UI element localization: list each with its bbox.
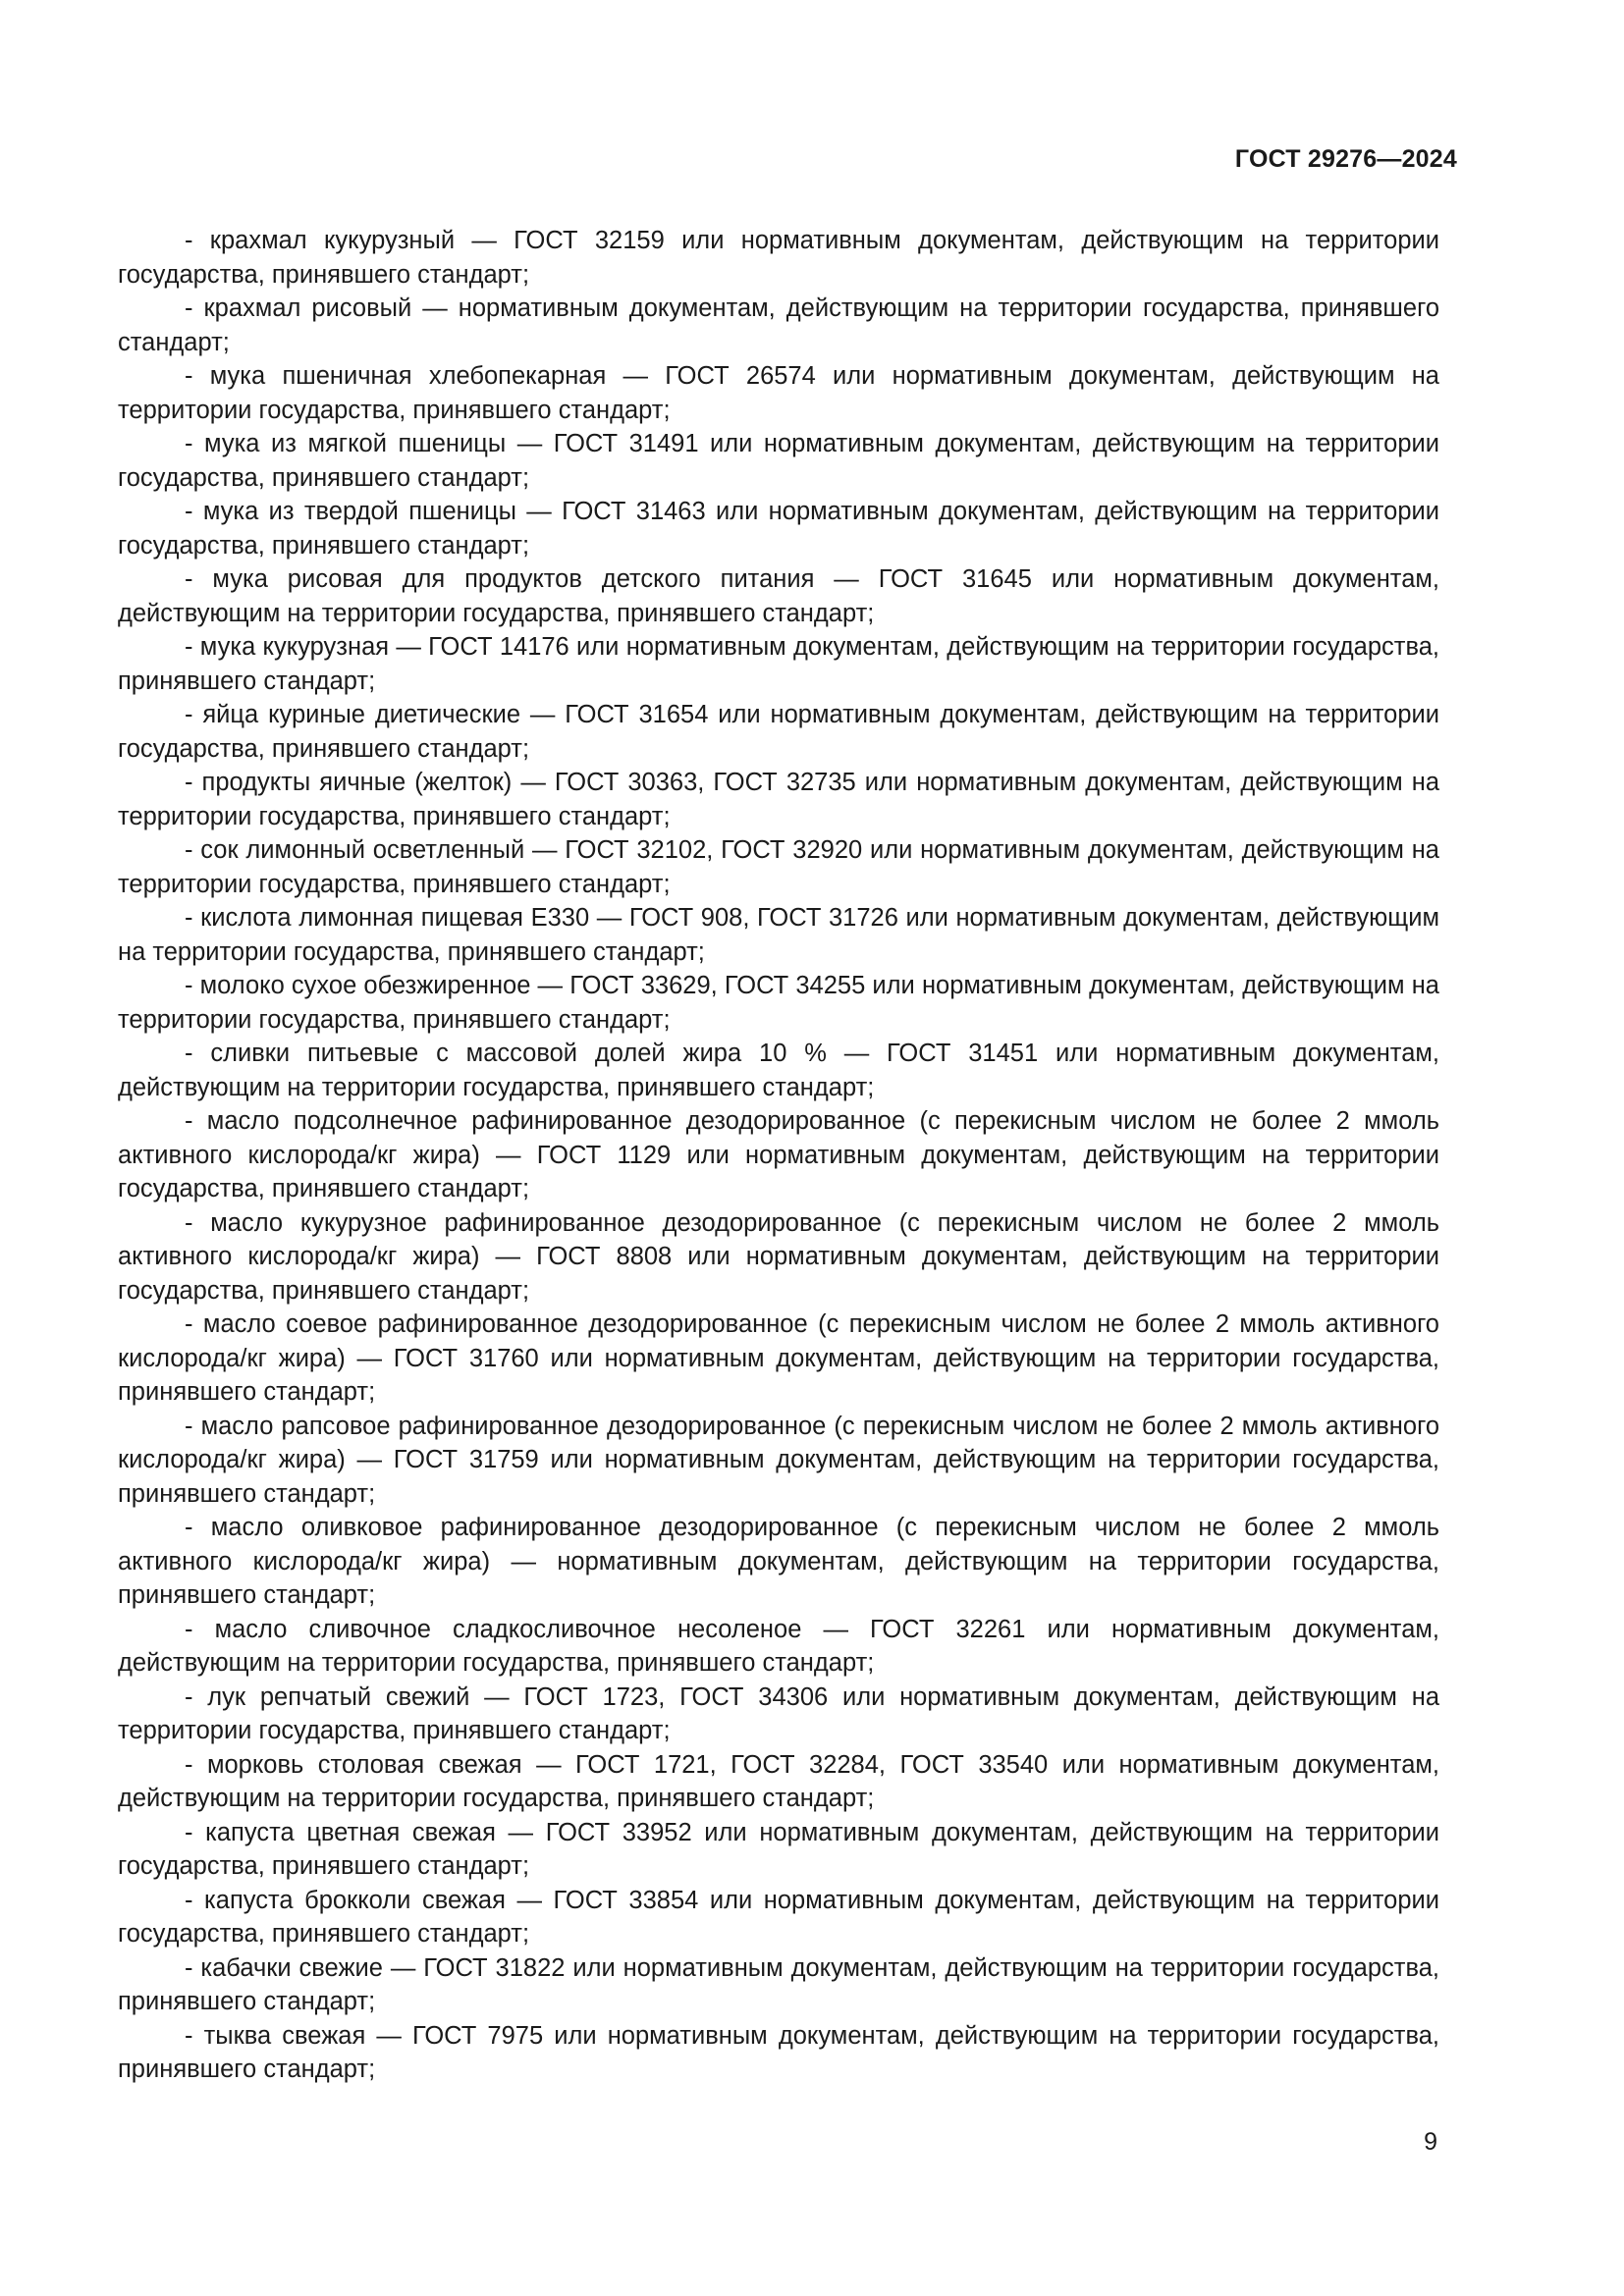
- list-item: - масло подсолнечное рафинированное дезодорированное (с перекисным числом не более 2 ммоль активного кислорода/кг жира) — ГОСТ 1129 или нормативным документам, действующим на территории государства, принявшего стандарт;: [118, 1107, 1439, 1202]
- list-item: - масло рапсовое рафинированное дезодорированное (с перекисным числом не более 2 ммоль активного кислорода/кг жира) — ГОСТ 31759 или нормативным документам, действующим на территории государства, принявшего стандарт;: [118, 1412, 1439, 1508]
- list-item: - масло соевое рафинированное дезодорированное (с перекисным числом не более 2 ммоль активного кислорода/кг жира) — ГОСТ 31760 или нормативным документам, действующим на территории государства, принявшего стандарт;: [118, 1310, 1439, 1406]
- list-item: - мука кукурузная — ГОСТ 14176 или нормативным документам, действующим на территории государства, принявшего стандарт;: [118, 633, 1439, 695]
- list-item: - кабачки свежие — ГОСТ 31822 или нормативным документам, действующим на территории государства, принявшего стандарт;: [118, 1953, 1439, 2015]
- list-item: - молоко сухое обезжиренное — ГОСТ 33629, ГОСТ 34255 или нормативным документам, действующим на территории государства, принявшего стандарт;: [118, 972, 1439, 1034]
- list-item: - сливки питьевые с массовой долей жира 10 % — ГОСТ 31451 или нормативным документам, действующим на территории государства, принявшего стандарт;: [118, 1040, 1439, 1101]
- list-item: - продукты яичные (желток) — ГОСТ 30363, ГОСТ 32735 или нормативным документам, действующим на территории государства, принявшего стандарт;: [118, 769, 1439, 830]
- list-item: - морковь столовая свежая — ГОСТ 1721, ГОСТ 32284, ГОСТ 33540 или нормативным документам, действующим на территории государства, принявшего стандарт;: [118, 1750, 1439, 1812]
- list-item: - мука рисовая для продуктов детского питания — ГОСТ 31645 или нормативным документам, действующим на территории государства, принявшего стандарт;: [118, 565, 1439, 627]
- list-item: - кислота лимонная пищевая Е330 — ГОСТ 908, ГОСТ 31726 или нормативным документам, действующим на территории государства, принявшего стандарт;: [118, 904, 1439, 966]
- list-item: - крахмал рисовый — нормативным документам, действующим на территории государства, принявшего стандарт;: [118, 294, 1439, 356]
- ingredient-requirements-list: [118, 224, 1439, 2087]
- document-code-header: ГОСТ 29276—2024: [1234, 145, 1457, 173]
- list-item: - масло кукурузное рафинированное дезодорированное (с перекисным числом не более 2 ммоль активного кислорода/кг жира) — ГОСТ 8808 или нормативным документам, действующим на территории государства, принявшего стандарт;: [118, 1208, 1439, 1305]
- list-item: - лук репчатый свежий — ГОСТ 1723, ГОСТ 34306 или нормативным документам, действующим на территории государства, принявшего стандарт;: [118, 1682, 1439, 1744]
- list-item: - тыква свежая — ГОСТ 7975 или нормативным документам, действующим на территории государства, принявшего стандарт;: [118, 2021, 1439, 2083]
- list-item: - крахмал кукурузный — ГОСТ 32159 или нормативным документам, действующим на территории государства, принявшего стандарт;: [118, 227, 1439, 289]
- list-item: - капуста цветная свежая — ГОСТ 33952 или нормативным документам, действующим на территории государства, принявшего стандарт;: [118, 1818, 1439, 1880]
- page-number: 9: [1424, 2128, 1437, 2156]
- list-item: - яйца куриные диетические — ГОСТ 31654 или нормативным документам, действующим на территории государства, принявшего стандарт;: [118, 701, 1439, 763]
- list-item: - масло оливковое рафинированное дезодорированное (с перекисным числом не более 2 ммоль активного кислорода/кг жира) — нормативным документам, действующим на территории государства, принявшего стандарт;: [118, 1514, 1439, 1609]
- list-item: - мука из мягкой пшеницы — ГОСТ 31491 или нормативным документам, действующим на территории государства, принявшего стандарт;: [118, 430, 1439, 492]
- list-item: - мука из твердой пшеницы — ГОСТ 31463 или нормативным документам, действующим на территории государства, принявшего стандарт;: [118, 498, 1439, 560]
- list-item: - капуста брокколи свежая — ГОСТ 33854 или нормативным документам, действующим на территории государства, принявшего стандарт;: [118, 1886, 1439, 1948]
- list-item: - масло сливочное сладкосливочное несоленое — ГОСТ 32261 или нормативным документам, действующим на территории государства, принявшего стандарт;: [118, 1615, 1439, 1677]
- list-item: - сок лимонный осветленный — ГОСТ 32102, ГОСТ 32920 или нормативным документам, действующим на территории государства, принявшего стандарт;: [118, 836, 1439, 898]
- list-item: - мука пшеничная хлебопекарная — ГОСТ 26574 или нормативным документам, действующим на территории государства, принявшего стандарт;: [118, 362, 1439, 424]
